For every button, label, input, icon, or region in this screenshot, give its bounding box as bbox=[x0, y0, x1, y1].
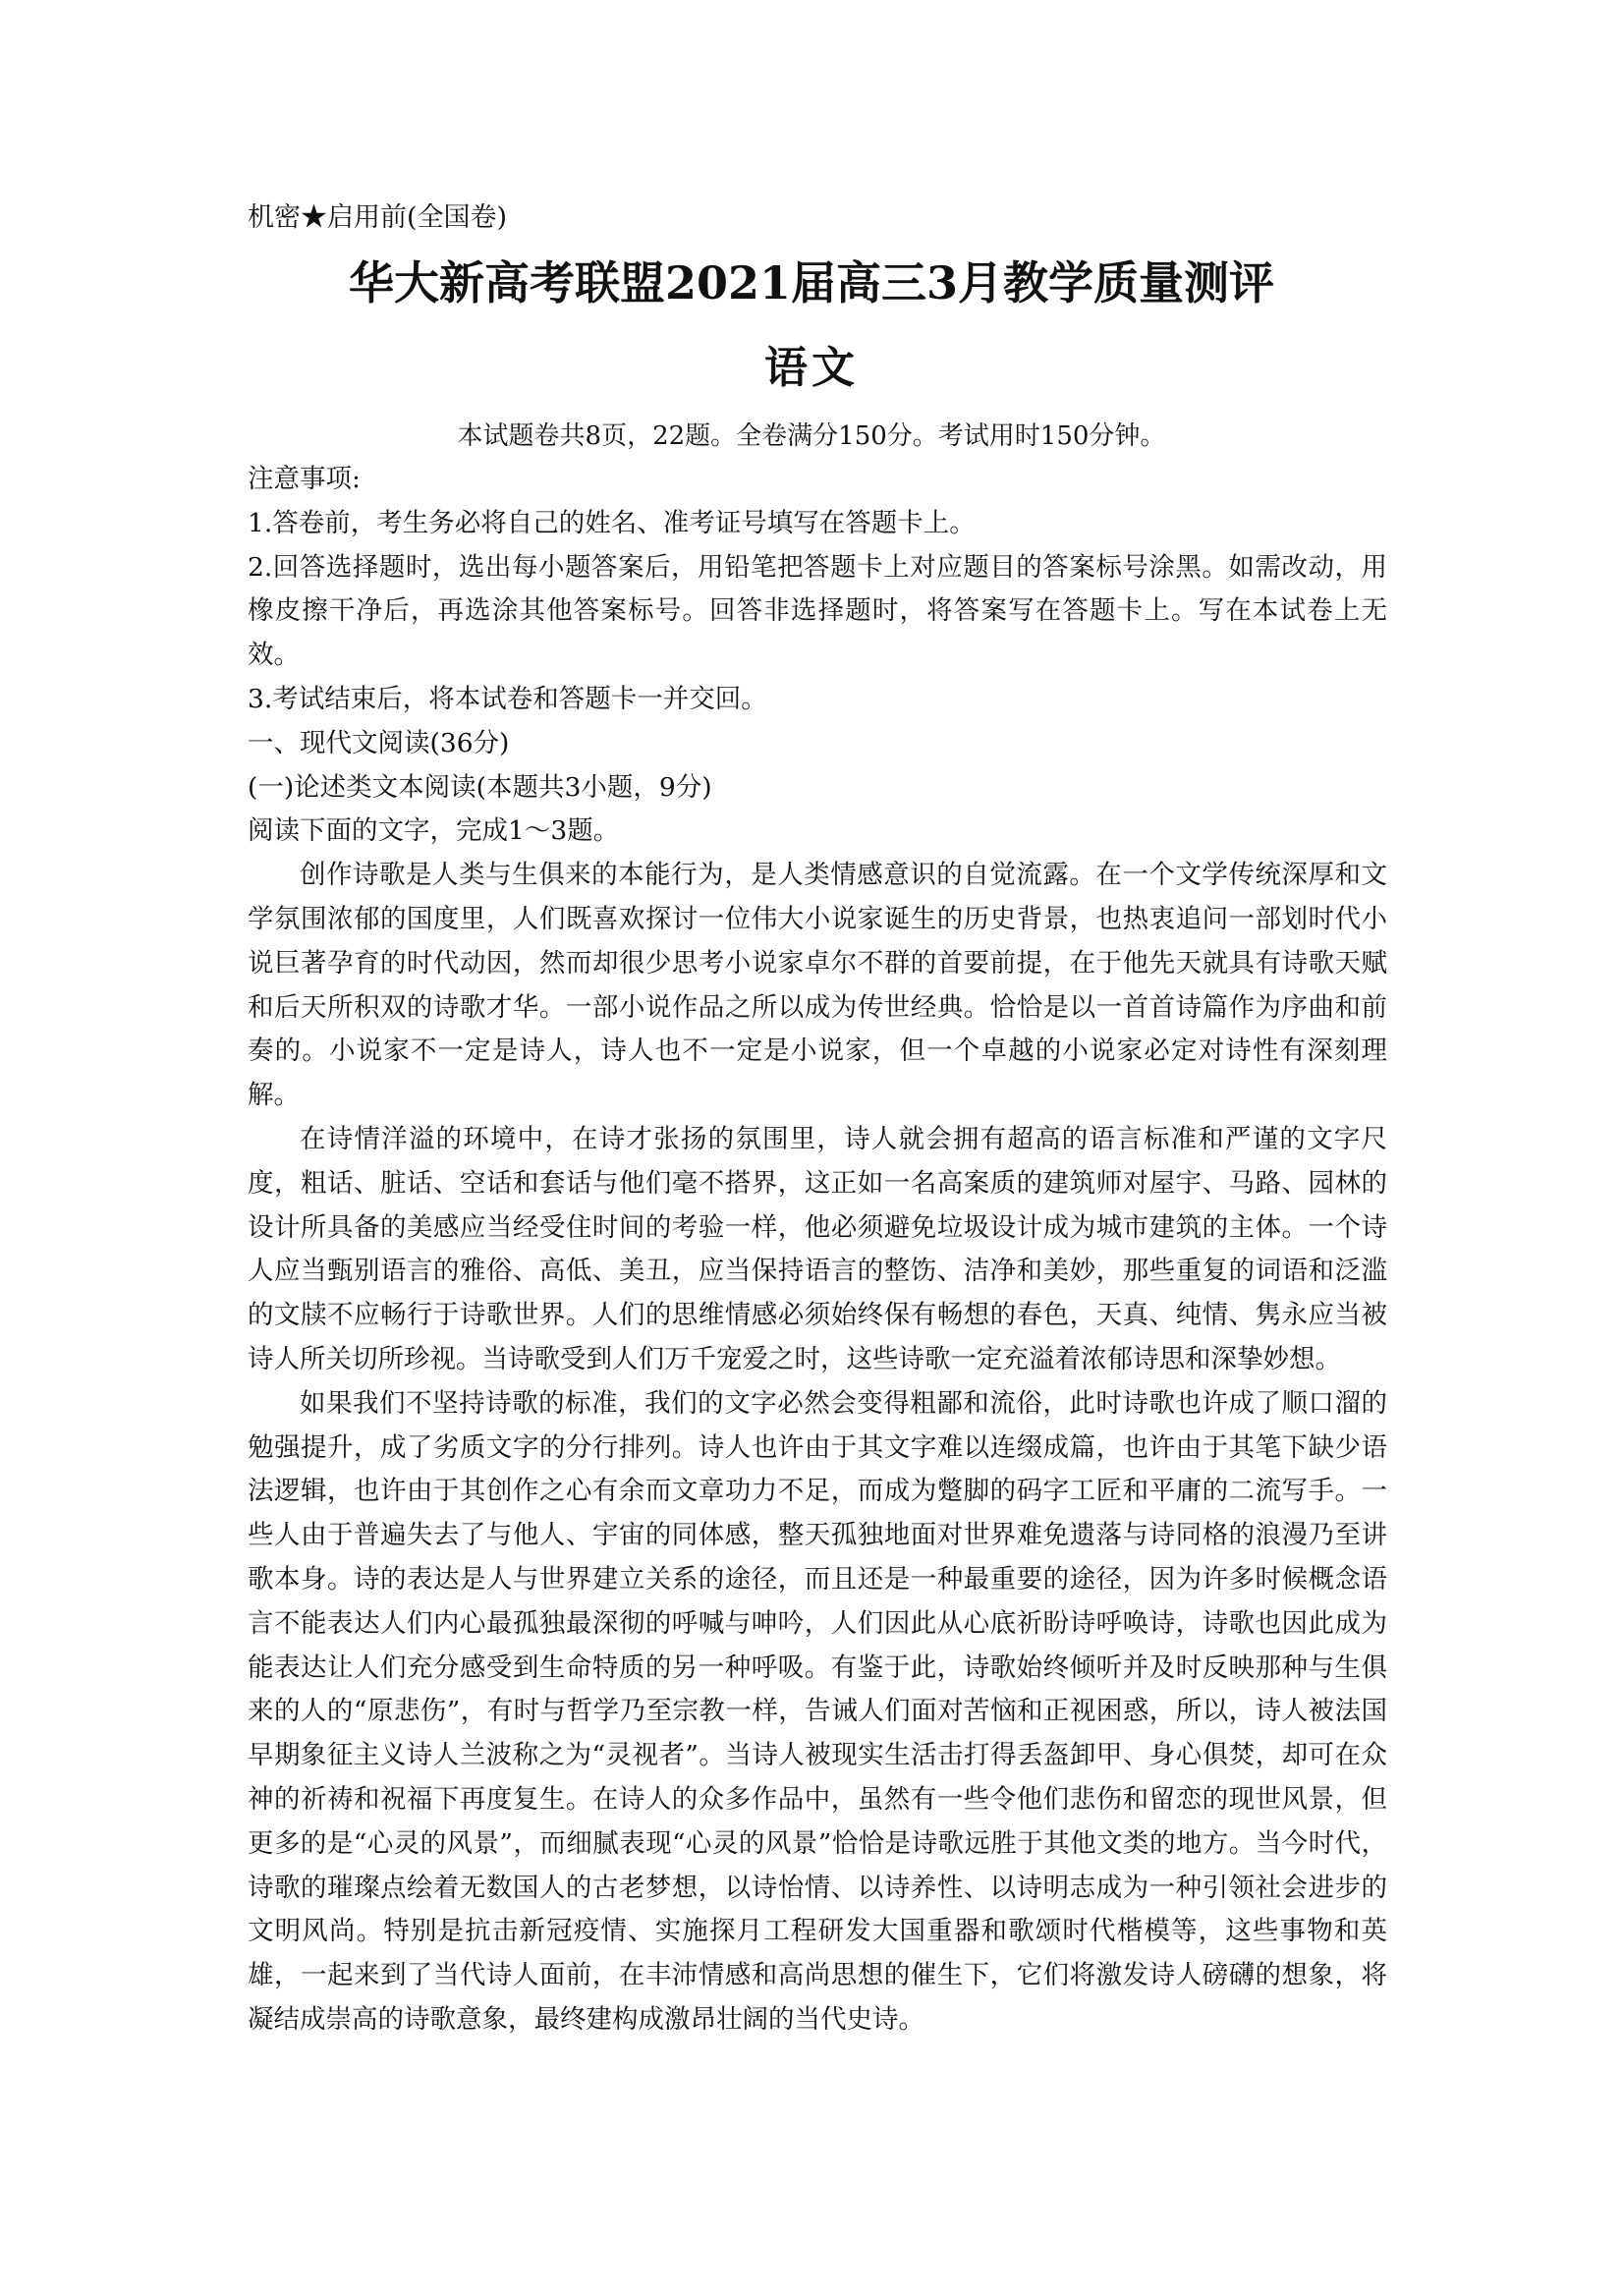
subsection-heading: (一)论述类文本阅读(本题共3小题，9分) bbox=[248, 771, 712, 803]
subject-title: 语文 bbox=[764, 343, 859, 393]
passage-paragraph-2: 在诗情洋溢的环境中，在诗才张扬的氛围里，诗人就会拥有超高的语言标准和严谨的文字尺度，粗话、脏话、空话和套话与他们毫不搭界，这正如一名高案质的建筑师对屋宇、马路、园林的设计所具备的美感应当经受住时间的考验一样，他必须避免垃圾设计成为城市建筑的主体。一个诗人应当甄别语言的雅俗、高低、美丑，应当保持语言的整饬、洁净和美妙，那些重复的词语和泛滥的文牍不应畅行于诗歌世界。人们的思维情感必须始终保有畅想的春色，天真、纯情、隽永应当被诗人所关切所珍视。当诗歌受到人们万千宠爱之时，这些诗歌一定充溢着浓郁诗思和深挚妙想。 bbox=[248, 1123, 1387, 1374]
section-heading: 一、现代文阅读(36分) bbox=[248, 727, 510, 758]
notes-heading: 注意事项: bbox=[248, 464, 361, 494]
confidential-label: 机密★启用前(全国卷) bbox=[248, 202, 508, 233]
reading-instruction: 阅读下面的文字，完成1～3题。 bbox=[248, 815, 620, 847]
exam-content bbox=[248, 458, 1387, 2043]
note-item-3: 3.考试结束后，将本试卷和答题卡一并交回。 bbox=[248, 683, 767, 714]
note-item-2: 2.回答选择题时，选出每小题答案后，用铅笔把答题卡上对应题目的答案标号涂黑。如需改动，用橡皮擦干净后，再选涂其他答案标号。回答非选择题时，将答案写在答题卡上。写在本试卷上无效。 bbox=[248, 551, 1387, 671]
note-item-1: 1.答卷前，考生务必将自己的姓名、准考证号填写在答题卡上。 bbox=[248, 507, 976, 538]
exam-info: 本试题卷共8页，22题。全卷满分150分。考试用时150分钟。 bbox=[457, 421, 1166, 451]
page-title: 华大新高考联盟2021届高三3月教学质量测评 bbox=[348, 256, 1275, 309]
passage-paragraph-1: 创作诗歌是人类与生俱来的本能行为，是人类情感意识的自觉流露。在一个文学传统深厚和文学氛围浓郁的国度里，人们既喜欢探讨一位伟大小说家诞生的历史背景，也热衷追问一部划时代小说巨著孕育的时代动因，然而却很少思考小说家卓尔不群的首要前提，在于他先天就具有诗歌天赋和后天所积双的诗歌才华。一部小说作品之所以成为传世经典。恰恰是以一首首诗篇作为序曲和前奏的。小说家不一定是诗人，诗人也不一定是小说家，但一个卓越的小说家必定对诗性有深刻理解。 bbox=[248, 860, 1387, 1111]
passage-paragraph-3: 如果我们不坚持诗歌的标准，我们的文字必然会变得粗鄙和流俗，此时诗歌也许成了顺口溜的勉强提升，成了劣质文字的分行排列。诗人也许由于其文字难以连缀成篇，也许由于其笔下缺少语法逻辑，也许由于其创作之心有余而文章功力不足，而成为蹩脚的码字工匠和平庸的二流写手。一些人由于普遍失去了与他人、宇宙的同体感，整天孤独地面对世界难免遗落与诗同格的浪漫乃至讲歌本身。诗的表达是人与世界建立关系的途径，而且还是一种最重要的途径，因为许多时候概念语言不能表达人们内心最孤独最深彻的呼喊与呻吟，人们因此从心底祈盼诗呼唤诗，诗歌也因此成为能表达让人们充分感受到生命特质的另一种呼吸。有鉴于此，诗歌始终倾听并及时反映那种与生俱来的人的“原悲伤”，有时与哲学乃至宗教一样，告诫人们面对苦恼和正视困惑，所以，诗人被法国早期象征主义诗人兰波称之为“灵视者”。当诗人被现实生活击打得丢盔卸甲、身心俱焚，却可在众神的祈祷和祝福下再度复生。在诗人的众多作品中，虽然有一些令他们悲伤和留恋的现世风景，但更多的是“心灵的风景”，而细腻表现“心灵的风景”恰恰是诗歌远胜于其他文类的地方。当今时代，诗歌的璀璨点绘着无数国人的古老梦想，以诗怡情、以诗养性、以诗明志成为一种引领社会进步的文明风尚。特别是抗击新冠疫情、实施探月工程研发大国重器和歌颂时代楷模等，这些事物和英雄，一起来到了当代诗人面前，在丰沛情感和高尚思想的催生下，它们将激发诗人磅礴的想象，将凝结成崇高的诗歌意象，最终建构成激昂壮阔的当代史诗。 bbox=[248, 1387, 1387, 2035]
